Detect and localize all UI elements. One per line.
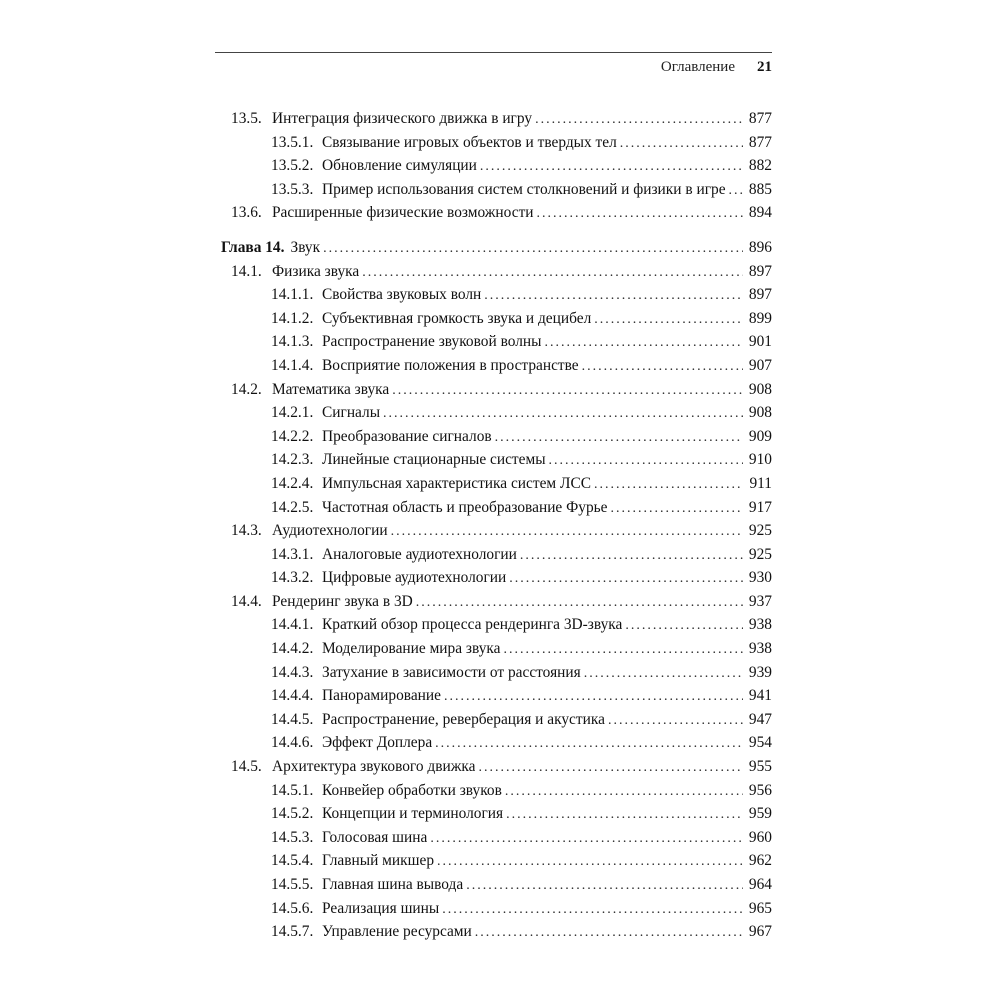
toc-dot-leader: [495, 426, 743, 450]
toc-entry-title: Частотная область и преобразование Фурье: [322, 498, 608, 516]
toc-entry-title: Импульсная характеристика систем ЛСС: [322, 474, 591, 492]
toc-entry-number: 13.6.: [231, 204, 262, 222]
toc-entry-title: Панорамирование: [322, 687, 441, 705]
toc-entry-page-number: 908: [748, 380, 772, 398]
toc-entry-number: 14.1.3.: [271, 333, 314, 351]
toc-entry-title: Физика звука: [272, 262, 360, 280]
toc-entry-page-number: 877: [748, 110, 772, 127]
toc-entry-number: 14.3.1.: [271, 545, 314, 563]
toc-dot-leader: [437, 850, 743, 874]
toc-dot-leader: [584, 662, 743, 686]
toc-dot-leader: [506, 803, 743, 827]
toc-dot-leader: [509, 567, 743, 591]
toc-entry-title: Связывание игровых объектов и твердых тел: [322, 133, 617, 151]
toc-entry-page-number: 901: [748, 333, 772, 351]
toc-entry-number: 14.5.6.: [271, 899, 314, 917]
toc-dot-leader: [362, 261, 743, 285]
toc-entry-page-number: 896: [748, 238, 772, 256]
toc-entry-page-number: 964: [748, 876, 772, 893]
toc-dot-leader: [466, 874, 743, 898]
toc-dot-leader: [383, 402, 743, 426]
toc-entry-number: 14.1.2.: [271, 309, 314, 327]
running-header-title: Оглавление: [660, 59, 735, 75]
toc-entry-number: 14.4.2.: [271, 640, 314, 658]
toc-entry: [215, 898, 772, 922]
toc-entry-number: 14.4.: [231, 592, 262, 610]
toc-entry: [215, 497, 772, 521]
toc-entry: [215, 732, 772, 756]
toc-entry: [215, 662, 772, 686]
toc-entry-number: 14.5.3.: [271, 828, 314, 846]
toc-entry-title: Аудиотехнологии: [272, 522, 388, 540]
toc-entry-page-number: 941: [748, 687, 772, 705]
toc-entry: [215, 155, 772, 179]
toc-entry-number: 14.4.5.: [271, 710, 314, 728]
toc-entry: [215, 614, 772, 638]
toc-entry: [215, 756, 772, 780]
toc-entry-title: Линейные стационарные системы: [322, 451, 546, 469]
toc-entry-page-number: 939: [748, 663, 772, 681]
toc-entry-number: 14.4.6.: [271, 734, 314, 752]
toc-entry: [215, 709, 772, 733]
toc-entry-title: Затухание в зависимости от расстояния: [322, 663, 581, 681]
toc-entry-number: 14.2.5.: [271, 498, 314, 516]
toc-entry: [215, 108, 772, 132]
toc-entry-title: Рендеринг звука в 3D: [272, 592, 413, 610]
toc-entry-page-number: 938: [748, 616, 772, 634]
toc-entry-number: 14.5.2.: [271, 805, 314, 823]
toc-entry-title: Моделирование мира звука: [322, 640, 501, 658]
toc-dot-leader: [625, 614, 743, 638]
toc-entry: [215, 355, 772, 379]
toc-entry-page-number: 959: [748, 805, 772, 823]
toc-entry-page-number: 930: [748, 569, 772, 587]
toc-entry-page-number: 960: [748, 828, 772, 846]
toc-entry-page-number: 897: [748, 262, 772, 280]
toc-entry: [215, 132, 772, 156]
toc-dot-leader: [537, 202, 743, 226]
toc-entry-title: Преобразование сигналов: [322, 427, 492, 445]
toc-entry-page-number: 885: [748, 180, 772, 198]
toc-entry: [215, 284, 772, 308]
toc-entry-page-number: 962: [748, 852, 772, 870]
toc-entry-number: 14.2.4.: [271, 474, 314, 492]
toc-entry: [215, 685, 772, 709]
toc-entry-title: Голосовая шина: [322, 828, 428, 846]
toc-dot-leader: [535, 108, 743, 132]
toc-entry-page-number: 909: [748, 427, 772, 445]
toc-dot-leader: [608, 709, 743, 733]
toc-dot-leader: [729, 179, 743, 203]
toc-entry-number: 14.5.1.: [271, 781, 314, 799]
toc-entry: [215, 921, 772, 945]
toc-entry-title: Субъективная громкость звука и децибел: [322, 309, 592, 327]
toc-entry: [215, 379, 772, 403]
toc-entry-title: Главный микшер: [322, 852, 435, 870]
toc-entry-number: 14.2.: [231, 380, 262, 398]
toc-entry: [215, 179, 772, 203]
toc-entry: [215, 202, 772, 226]
toc-entry-number: 14.5.7.: [271, 923, 314, 941]
toc-entry-title: Концепции и терминология: [322, 805, 504, 823]
toc-entry: [215, 402, 772, 426]
toc-entry-number: 14.5.4.: [271, 852, 314, 870]
toc-entry-page-number: 911: [749, 474, 772, 492]
toc-entry: [215, 591, 772, 615]
toc-entry-title: Сигналы: [322, 404, 381, 422]
page-content: [215, 52, 772, 945]
running-header-page-number: 21: [757, 59, 772, 75]
toc-entry-page-number: 894: [748, 204, 772, 222]
toc-entry-title: Главная шина вывода: [322, 876, 464, 893]
toc-dot-leader: [391, 520, 743, 544]
toc-entry: [215, 520, 772, 544]
toc-entry-page-number: 897: [748, 286, 772, 304]
toc-entry-number: 13.5.2.: [271, 157, 314, 175]
toc-entry-page-number: 925: [748, 545, 772, 563]
toc-entry: [215, 261, 772, 285]
toc-entry-title: Цифровые аудиотехнологии: [322, 569, 507, 587]
table-of-contents: [215, 108, 772, 945]
toc-dot-leader: [544, 331, 743, 355]
toc-entry: [215, 803, 772, 827]
toc-dot-leader: [549, 449, 743, 473]
toc-entry-title: Реализация шины: [322, 899, 440, 917]
toc-entry: [215, 874, 772, 898]
toc-entry-page-number: 877: [748, 133, 772, 151]
toc-entry-number: 13.5.: [231, 110, 262, 127]
toc-entry-number: 14.4.1.: [271, 616, 314, 634]
toc-dot-leader: [505, 780, 743, 804]
toc-entry-title: Обновление симуляции: [322, 157, 477, 175]
toc-entry-page-number: 965: [748, 899, 772, 917]
toc-entry-page-number: 938: [748, 640, 772, 658]
toc-entry-page-number: 954: [748, 734, 772, 752]
toc-entry: [215, 780, 772, 804]
toc-entry: [215, 850, 772, 874]
toc-entry-page-number: 925: [748, 522, 772, 540]
toc-dot-leader: [444, 685, 743, 709]
toc-entry-page-number: 947: [748, 710, 772, 728]
toc-entry-number: 14.2.3.: [271, 451, 314, 469]
toc-dot-leader: [475, 921, 743, 945]
toc-entry-title: Конвейер обработки звуков: [322, 781, 502, 799]
toc-entry-page-number: 937: [748, 592, 772, 610]
toc-entry: [215, 426, 772, 450]
toc-entry-page-number: 955: [748, 758, 772, 776]
toc-entry-number: 14.5.5.: [271, 876, 314, 893]
toc-entry-page-number: 967: [748, 923, 772, 941]
toc-dot-leader: [480, 155, 743, 179]
toc-entry-title: Краткий обзор процесса рендеринга 3D-звука: [322, 616, 623, 634]
toc-dot-leader: [594, 473, 743, 497]
toc-entry-title: Интеграция физического движка в игру: [272, 110, 533, 127]
toc-entry-title: Архитектура звукового движка: [272, 758, 476, 776]
toc-dot-leader: [620, 132, 743, 156]
toc-entry-number: 13.5.3.: [271, 180, 314, 198]
toc-chapter-entry: [215, 237, 772, 261]
toc-entry: [215, 331, 772, 355]
toc-entry-page-number: 910: [748, 451, 772, 469]
toc-entry-title: Аналоговые аудиотехнологии: [322, 545, 517, 563]
toc-dot-leader: [435, 732, 743, 756]
toc-dot-leader: [504, 638, 743, 662]
toc-entry-page-number: 907: [748, 356, 772, 374]
toc-entry-page-number: 917: [748, 498, 772, 516]
toc-entry-page-number: 899: [748, 309, 772, 327]
toc-dot-leader: [323, 237, 743, 261]
toc-entry: [215, 308, 772, 332]
toc-entry-number: 14.1.4.: [271, 356, 314, 374]
toc-entry: [215, 449, 772, 473]
toc-entry: [215, 473, 772, 497]
toc-entry-page-number: 956: [748, 781, 772, 799]
toc-dot-leader: [430, 827, 743, 851]
toc-entry-number: 14.1.1.: [271, 286, 314, 304]
toc-dot-leader: [392, 379, 743, 403]
toc-entry-title: Восприятие положения в пространстве: [322, 356, 579, 374]
toc-entry-title: Распространение звуковой волны: [322, 333, 542, 351]
toc-entry: [215, 827, 772, 851]
toc-entry-number: 13.5.1.: [271, 133, 314, 151]
toc-entry: [215, 544, 772, 568]
toc-entry-title: Свойства звуковых волн: [322, 286, 482, 304]
toc-entry-number: 14.4.4.: [271, 687, 314, 705]
toc-entry-title: Математика звука: [272, 380, 390, 398]
toc-entry: [215, 567, 772, 591]
toc-dot-leader: [520, 544, 743, 568]
toc-entry-number: 14.5.: [231, 758, 262, 776]
running-header: [215, 52, 772, 76]
toc-entry-page-number: 882: [748, 157, 772, 175]
toc-dot-leader: [478, 756, 743, 780]
toc-entry-title: Пример использования систем столкновений и физики в игре: [322, 180, 726, 198]
toc-dot-leader: [594, 308, 743, 332]
toc-entry-page-number: 908: [748, 404, 772, 422]
toc-entry-title: Расширенные физические возможности: [272, 204, 534, 222]
toc-dot-leader: [611, 497, 743, 521]
toc-entry-number: 14.1.: [231, 262, 262, 280]
toc-entry-title: Звук: [290, 238, 321, 256]
toc-entry-title: Распространение, реверберация и акустика: [322, 710, 605, 728]
toc-entry: [215, 638, 772, 662]
toc-entry-number: 14.2.2.: [271, 427, 314, 445]
toc-dot-leader: [442, 898, 743, 922]
toc-entry-number: 14.4.3.: [271, 663, 314, 681]
toc-dot-leader: [416, 591, 743, 615]
toc-entry-title: Управление ресурсами: [322, 923, 472, 941]
toc-entry-number: 14.3.2.: [271, 569, 314, 587]
toc-entry-number: 14.3.: [231, 522, 262, 540]
toc-entry-number: 14.2.1.: [271, 404, 314, 422]
toc-entry-number: Глава 14.: [221, 238, 285, 256]
toc-entry-title: Эффект Доплера: [322, 734, 433, 752]
toc-dot-leader: [484, 284, 743, 308]
toc-dot-leader: [582, 355, 743, 379]
